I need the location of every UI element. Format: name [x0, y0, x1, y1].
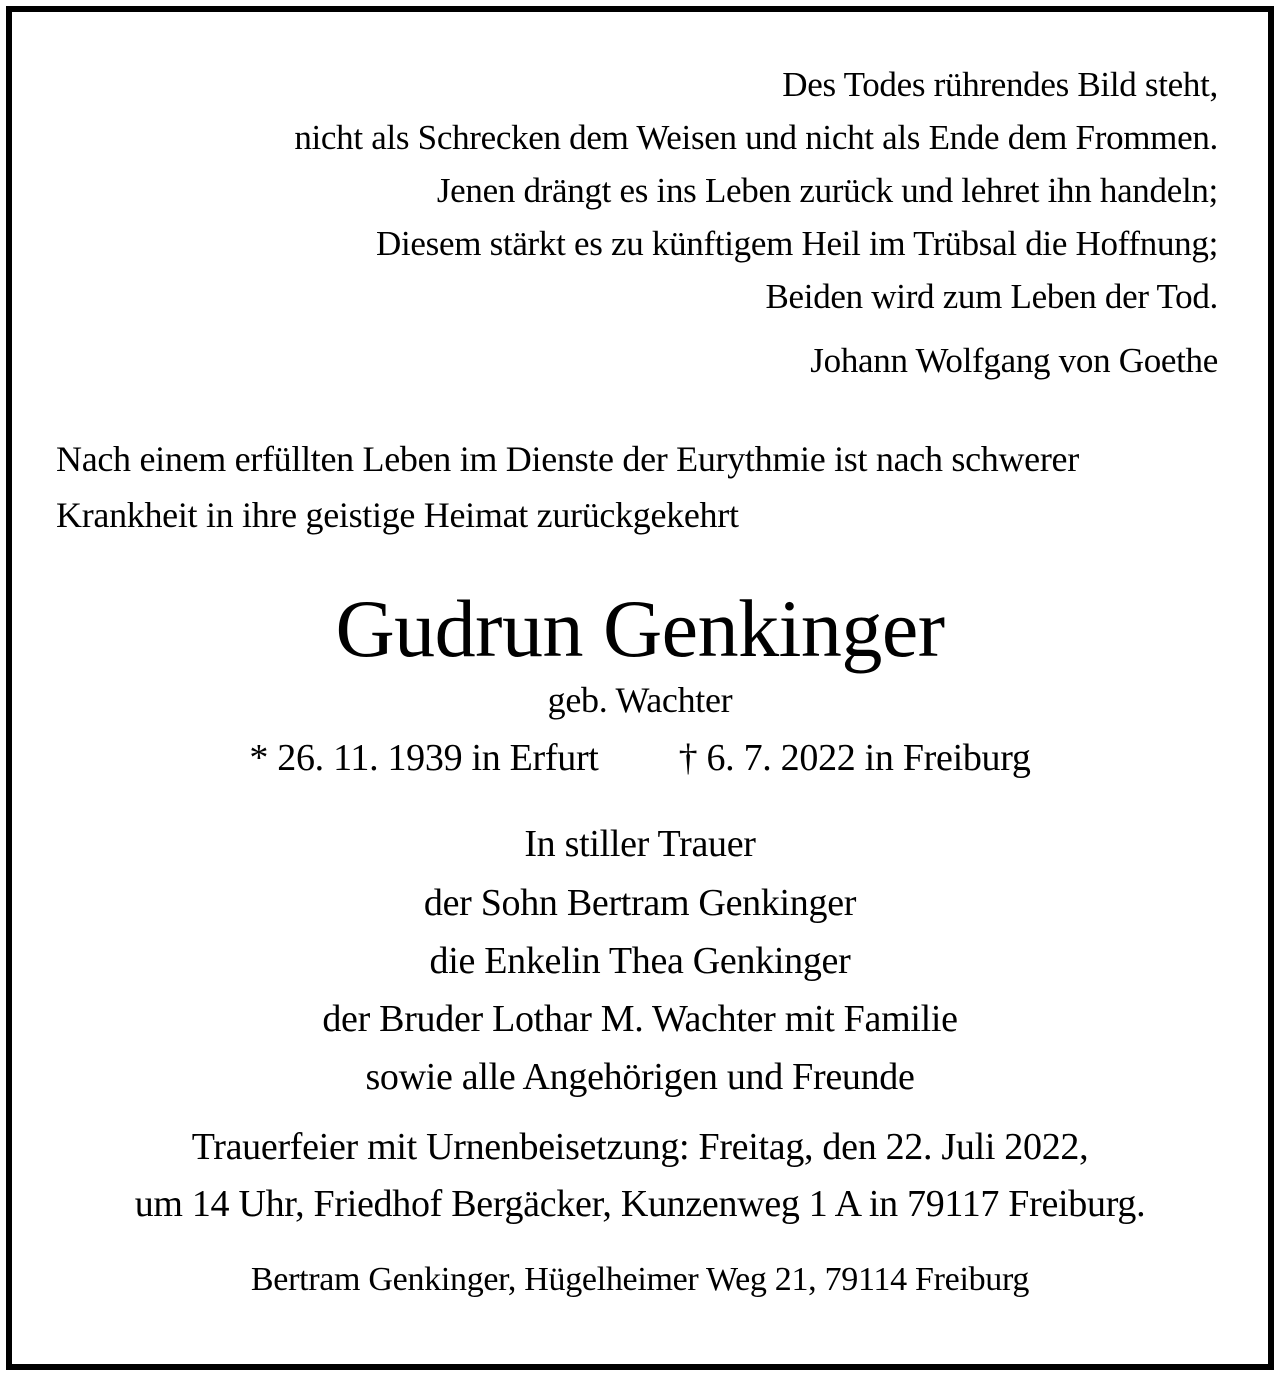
poem-author: Johann Wolfgang von Goethe	[810, 341, 1218, 380]
death-date: † 6. 7. 2022 in Freiburg	[678, 737, 1031, 779]
birth-date: * 26. 11. 1939 in Erfurt	[249, 737, 599, 779]
mourners-heading: In stiller Trauer	[524, 823, 756, 865]
life-dates	[12, 739, 1268, 777]
poem-line: Diesem stärkt es zu künftigem Heil im Trübsal die Hoffnung;	[376, 224, 1218, 263]
poem-line: Jenen drängt es ins Leben zurück und lehret ihn handeln;	[436, 171, 1218, 210]
mourner-line: die Enkelin Thea Genkinger	[429, 940, 851, 982]
intro-line: Nach einem erfüllten Leben im Dienste der Eurythmie ist nach schwerer	[56, 439, 1079, 479]
poem-line: Beiden wird zum Leben der Tod.	[765, 277, 1218, 316]
poem-line: nicht als Schrecken dem Weisen und nicht als Ende dem Frommen.	[294, 118, 1218, 157]
deceased-name: Gudrun Genkinger	[335, 583, 945, 674]
poem-line: Des Todes rührendes Bild steht,	[782, 65, 1218, 104]
obituary-notice	[6, 6, 1274, 1370]
mourner-line: der Bruder Lothar M. Wachter mit Familie	[322, 998, 958, 1040]
ceremony-line: um 14 Uhr, Friedhof Bergäcker, Kunzenweg 1 A in 79117 Freiburg.	[134, 1183, 1146, 1225]
mourner-line: sowie alle Angehörigen und Freunde	[365, 1056, 915, 1098]
ceremony-line: Trauerfeier mit Urnenbeisetzung: Freitag, den 22. Juli 2022,	[191, 1126, 1089, 1168]
intro-line: Krankheit in ihre geistige Heimat zurückgekehrt	[56, 495, 739, 535]
maiden-name: geb. Wachter	[547, 680, 733, 720]
mourner-line: der Sohn Bertram Genkinger	[423, 882, 857, 924]
contact-address: Bertram Genkinger, Hügelheimer Weg 21, 79114 Freiburg	[250, 1261, 1030, 1298]
